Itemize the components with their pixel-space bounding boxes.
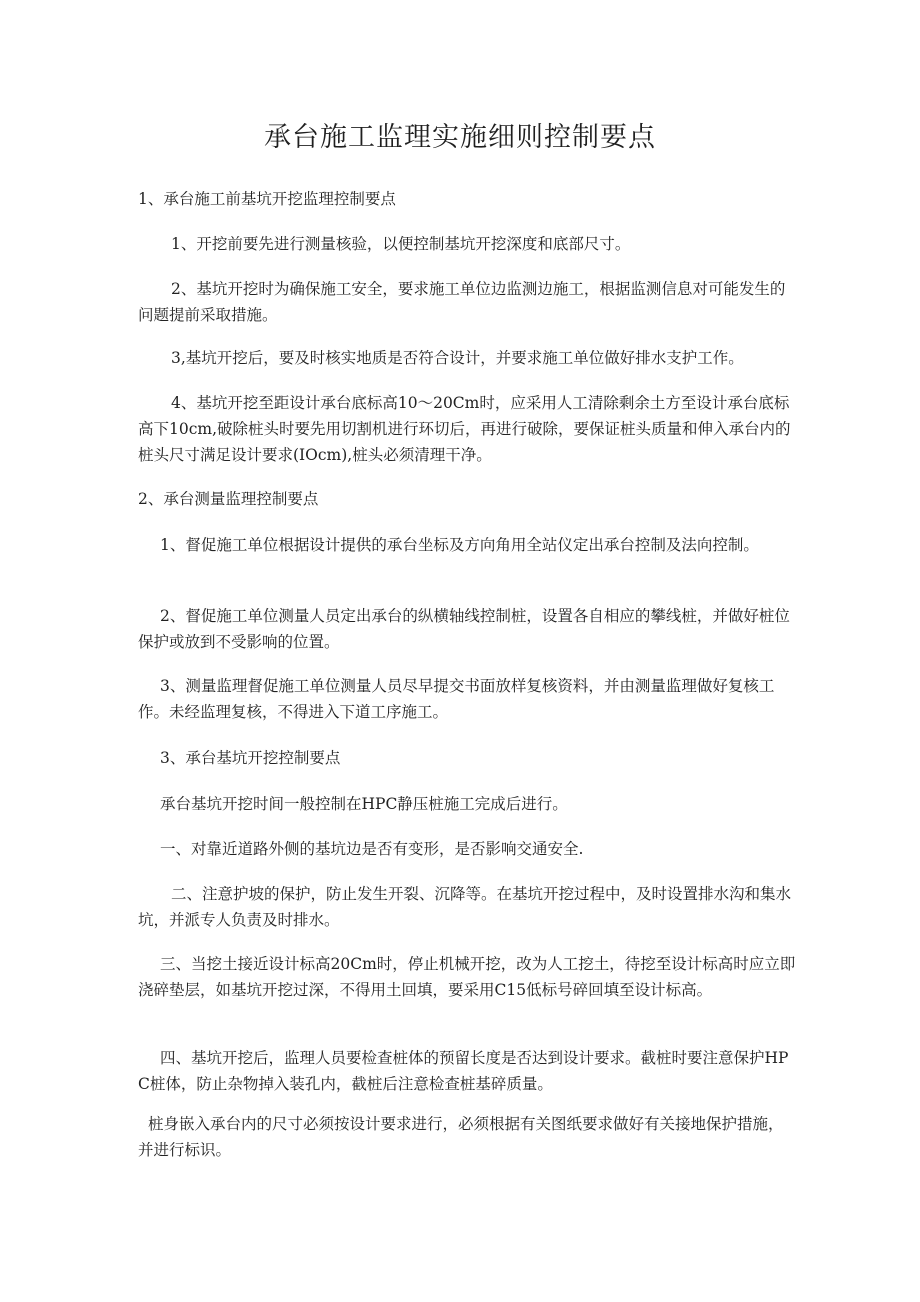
paragraph: 桩身嵌入承台内的尺寸必须按设计要求进行，必须根据有关图纸要求做好有关接地保护措施，并进行标识。 (138, 1115, 784, 1159)
paragraph: 3,基坑开挖后，要及时核实地质是否符合设计，并要求施工单位做好排水支护工作。 (171, 349, 744, 367)
section-heading-3: 3、承台基坑开挖控制要点 (160, 749, 341, 767)
paragraph: 三、当挖土接近设计标高20Cm时，停止机械开挖，改为人工挖土，待挖至设计标高时应立即浇碎垫层，如基坑开挖过深，不得用土回填，要采用C15低标号碎回填至设计标高。 (138, 955, 796, 999)
paragraph: 二、注意护坡的保护，防止发生开裂、沉降等。在基坑开挖过程中，及时设置排水沟和集水坑，并派专人负责及时排水。 (138, 885, 792, 929)
paragraph: 3、测量监理督促施工单位测量人员尽早提交书面放样复核资料，并由测量监理做好复核工作。未经监理复核，不得进入下道工序施工。 (138, 677, 775, 721)
document-title: 承台施工监理实施细则控制要点 (264, 122, 656, 153)
paragraph: 一、对靠近道路外侧的基坑边是否有变形，是否影响交通安全. (160, 840, 584, 858)
paragraph: 2、督促施工单位测量人员定出承台的纵横轴线控制桩，设置各自相应的攀线桩，并做好桩位保护或放到不受影响的位置。 (138, 607, 790, 651)
paragraph: 1、开挖前要先进行测量核验，以便控制基坑开挖深度和底部尺寸。 (171, 235, 631, 253)
paragraph: 四、基坑开挖后，监理人员要检查桩体的预留长度是否达到设计要求。截桩时要注意保护HPC桩体，防止杂物掉入装孔内，截桩后注意检查桩基碎质量。 (138, 1049, 789, 1093)
paragraph: 4、基坑开挖至距设计承台底标高10～20Cm时，应采用人工清除剩余土方至设计承台底标高下10cm,破除桩头时要先用切割机进行环切后，再进行破除，要保证桩头质量和伸入承台内的桩头尺寸满足设计要求(IOcm),桩头必须清理干净。 (138, 394, 791, 464)
paragraph: 1、督促施工单位根据设计提供的承台坐标及方向角用全站仪定出承台控制及法向控制。 (160, 536, 759, 554)
paragraph: 承台基坑开挖时间一般控制在HPC静压桩施工完成后进行。 (160, 795, 568, 813)
paragraph: 2、基坑开挖时为确保施工安全，要求施工单位边监测边施工，根据监测信息对可能发生的问题提前采取措施。 (138, 280, 786, 324)
section-heading-2: 2、承台测量监理控制要点 (138, 490, 319, 508)
section-heading-1: 1、承台施工前基坑开挖监理控制要点 (138, 190, 396, 208)
